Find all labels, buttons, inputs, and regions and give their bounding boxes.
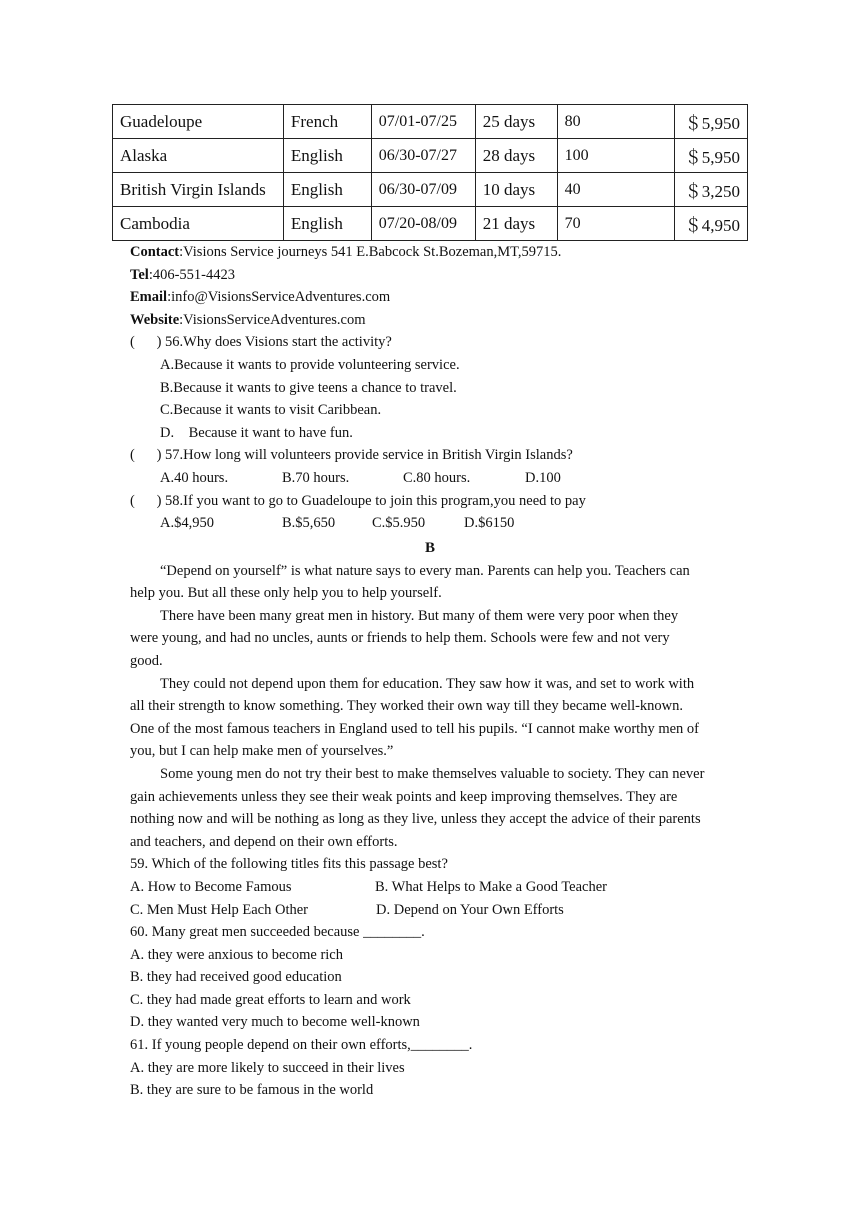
paragraph-line: Some young men do not try their best to make themselves valuable to society. They can never xyxy=(160,765,705,782)
website-value: :VisionsServiceAdventures.com xyxy=(179,311,366,328)
option-d: D. Depend on Your Own Efforts xyxy=(376,901,564,918)
price-cell: ＄5,950 xyxy=(675,139,748,173)
place-cell: Guadeloupe xyxy=(113,105,284,139)
passage-b xyxy=(130,537,730,1102)
paragraph-line: good. xyxy=(130,652,163,669)
option-a: A. they are more likely to succeed in their lives xyxy=(130,1059,405,1076)
language-cell: English xyxy=(283,207,371,241)
options-row xyxy=(130,512,730,535)
website-label: Website xyxy=(130,311,180,328)
table-row xyxy=(113,105,748,139)
table-row xyxy=(113,139,748,173)
option-a: A. How to Become Famous xyxy=(130,878,292,895)
contact-value: :Visions Service journeys 541 E.Babcock St.Bozeman,MT,59715. xyxy=(179,244,562,260)
question-58: ( ) 58.If you want to go to Guadeloupe to join this program,you need to pay xyxy=(130,492,586,509)
hours-cell: 40 xyxy=(557,173,674,207)
length-cell: 10 days xyxy=(475,173,557,207)
paragraph-line: “Depend on yourself” is what nature says to every man. Parents can help you. Teachers can xyxy=(160,562,690,579)
question-61: 61. If young people depend on their own efforts,________. xyxy=(130,1037,473,1054)
paragraph-line: gain achievements unless they see their weak points and keep improving themselves. They are xyxy=(130,788,678,805)
option-a: A.Because it wants to provide volunteering service. xyxy=(160,356,460,373)
tel-label: Tel xyxy=(130,266,149,283)
option-b: B.$5,650 xyxy=(282,515,336,532)
website-line xyxy=(130,309,730,332)
paragraph-line: One of the most famous teachers in England used to tell his pupils. “I cannot make worthy men of xyxy=(130,720,699,737)
paragraph-line: nothing now and will be nothing as long as they live, unless they accept the advice of their parents xyxy=(130,811,701,828)
option-d: D. they wanted very much to become well-known xyxy=(130,1014,420,1031)
paragraph-line: help you. But all these only help you to help yourself. xyxy=(130,585,442,602)
place-cell: British Virgin Islands xyxy=(113,173,284,207)
section-heading: B xyxy=(424,540,435,556)
price-cell: ＄4,950 xyxy=(675,207,748,241)
option-b: B. they are sure to be famous in the world xyxy=(130,1082,374,1099)
option-c: C.$5.950 xyxy=(372,515,426,532)
option-d: D. Because it want to have fun. xyxy=(160,424,353,441)
option-c: C. Men Must Help Each Other xyxy=(130,901,308,918)
option-a: A.40 hours. xyxy=(160,469,229,486)
option-b: B.Because it wants to give teens a chance to travel. xyxy=(160,379,457,396)
option-c: C. they had made great efforts to learn and work xyxy=(130,991,411,1008)
dates-cell: 07/20-08/09 xyxy=(371,207,475,241)
table-row xyxy=(113,173,748,207)
hours-cell: 70 xyxy=(557,207,674,241)
option-a: A. they were anxious to become rich xyxy=(130,946,343,963)
email-line xyxy=(130,286,730,309)
paragraph-line: you, but I can help make men of yourselves.” xyxy=(130,743,394,760)
option-b: B. they had received good education xyxy=(130,969,342,986)
tel-line xyxy=(130,264,730,287)
dates-cell: 07/01-07/25 xyxy=(371,105,475,139)
email-value: :info@VisionsServiceAdventures.com xyxy=(167,289,391,306)
paragraph-line: They could not depend upon them for education. They saw how it was, and set to work with xyxy=(160,675,695,692)
question-56: ( ) 56.Why does Visions start the activity? xyxy=(130,334,392,351)
length-cell: 28 days xyxy=(475,139,557,173)
question-59: 59. Which of the following titles fits this passage best? xyxy=(130,856,448,873)
contact-line xyxy=(130,241,730,264)
options-row xyxy=(130,467,730,490)
options-row xyxy=(130,899,730,922)
dates-cell: 06/30-07/27 xyxy=(371,139,475,173)
paragraph-line: and teachers, and depend on their own efforts. xyxy=(130,833,398,850)
paragraph-line: were young, and had no uncles, aunts or friends to help them. Schools were few and not very xyxy=(130,630,670,647)
hours-cell: 80 xyxy=(557,105,674,139)
email-label: Email xyxy=(130,289,168,306)
trip-table xyxy=(112,104,748,241)
dates-cell: 06/30-07/09 xyxy=(371,173,475,207)
option-c: C.80 hours. xyxy=(403,469,471,486)
language-cell: English xyxy=(283,139,371,173)
option-c: C.Because it wants to visit Caribbean. xyxy=(160,402,382,419)
length-cell: 21 days xyxy=(475,207,557,241)
contact-label: Contact xyxy=(130,244,180,260)
option-d: D.$6150 xyxy=(464,515,515,532)
place-cell: Cambodia xyxy=(113,207,284,241)
question-57: ( ) 57.How long will volunteers provide service in British Virgin Islands? xyxy=(130,447,573,464)
document-body xyxy=(130,241,730,535)
option-b: B.70 hours. xyxy=(282,469,350,486)
question-60: 60. Many great men succeeded because ________. xyxy=(130,924,425,941)
paragraph-line: There have been many great men in history. But many of them were very poor when they xyxy=(160,607,679,624)
place-cell: Alaska xyxy=(113,139,284,173)
options-row xyxy=(130,876,730,899)
option-d: D.100 xyxy=(525,469,561,486)
option-a: A.$4,950 xyxy=(160,515,214,532)
hours-cell: 100 xyxy=(557,139,674,173)
language-cell: English xyxy=(283,173,371,207)
table-row xyxy=(113,207,748,241)
paragraph-line: all their strength to know something. They worked their own way till they became well-known. xyxy=(130,698,684,715)
length-cell: 25 days xyxy=(475,105,557,139)
price-cell: ＄5,950 xyxy=(675,105,748,139)
price-cell: ＄3,250 xyxy=(675,173,748,207)
tel-value: :406-551-4423 xyxy=(148,266,235,283)
language-cell: French xyxy=(283,105,371,139)
option-b: B. What Helps to Make a Good Teacher xyxy=(375,878,607,895)
